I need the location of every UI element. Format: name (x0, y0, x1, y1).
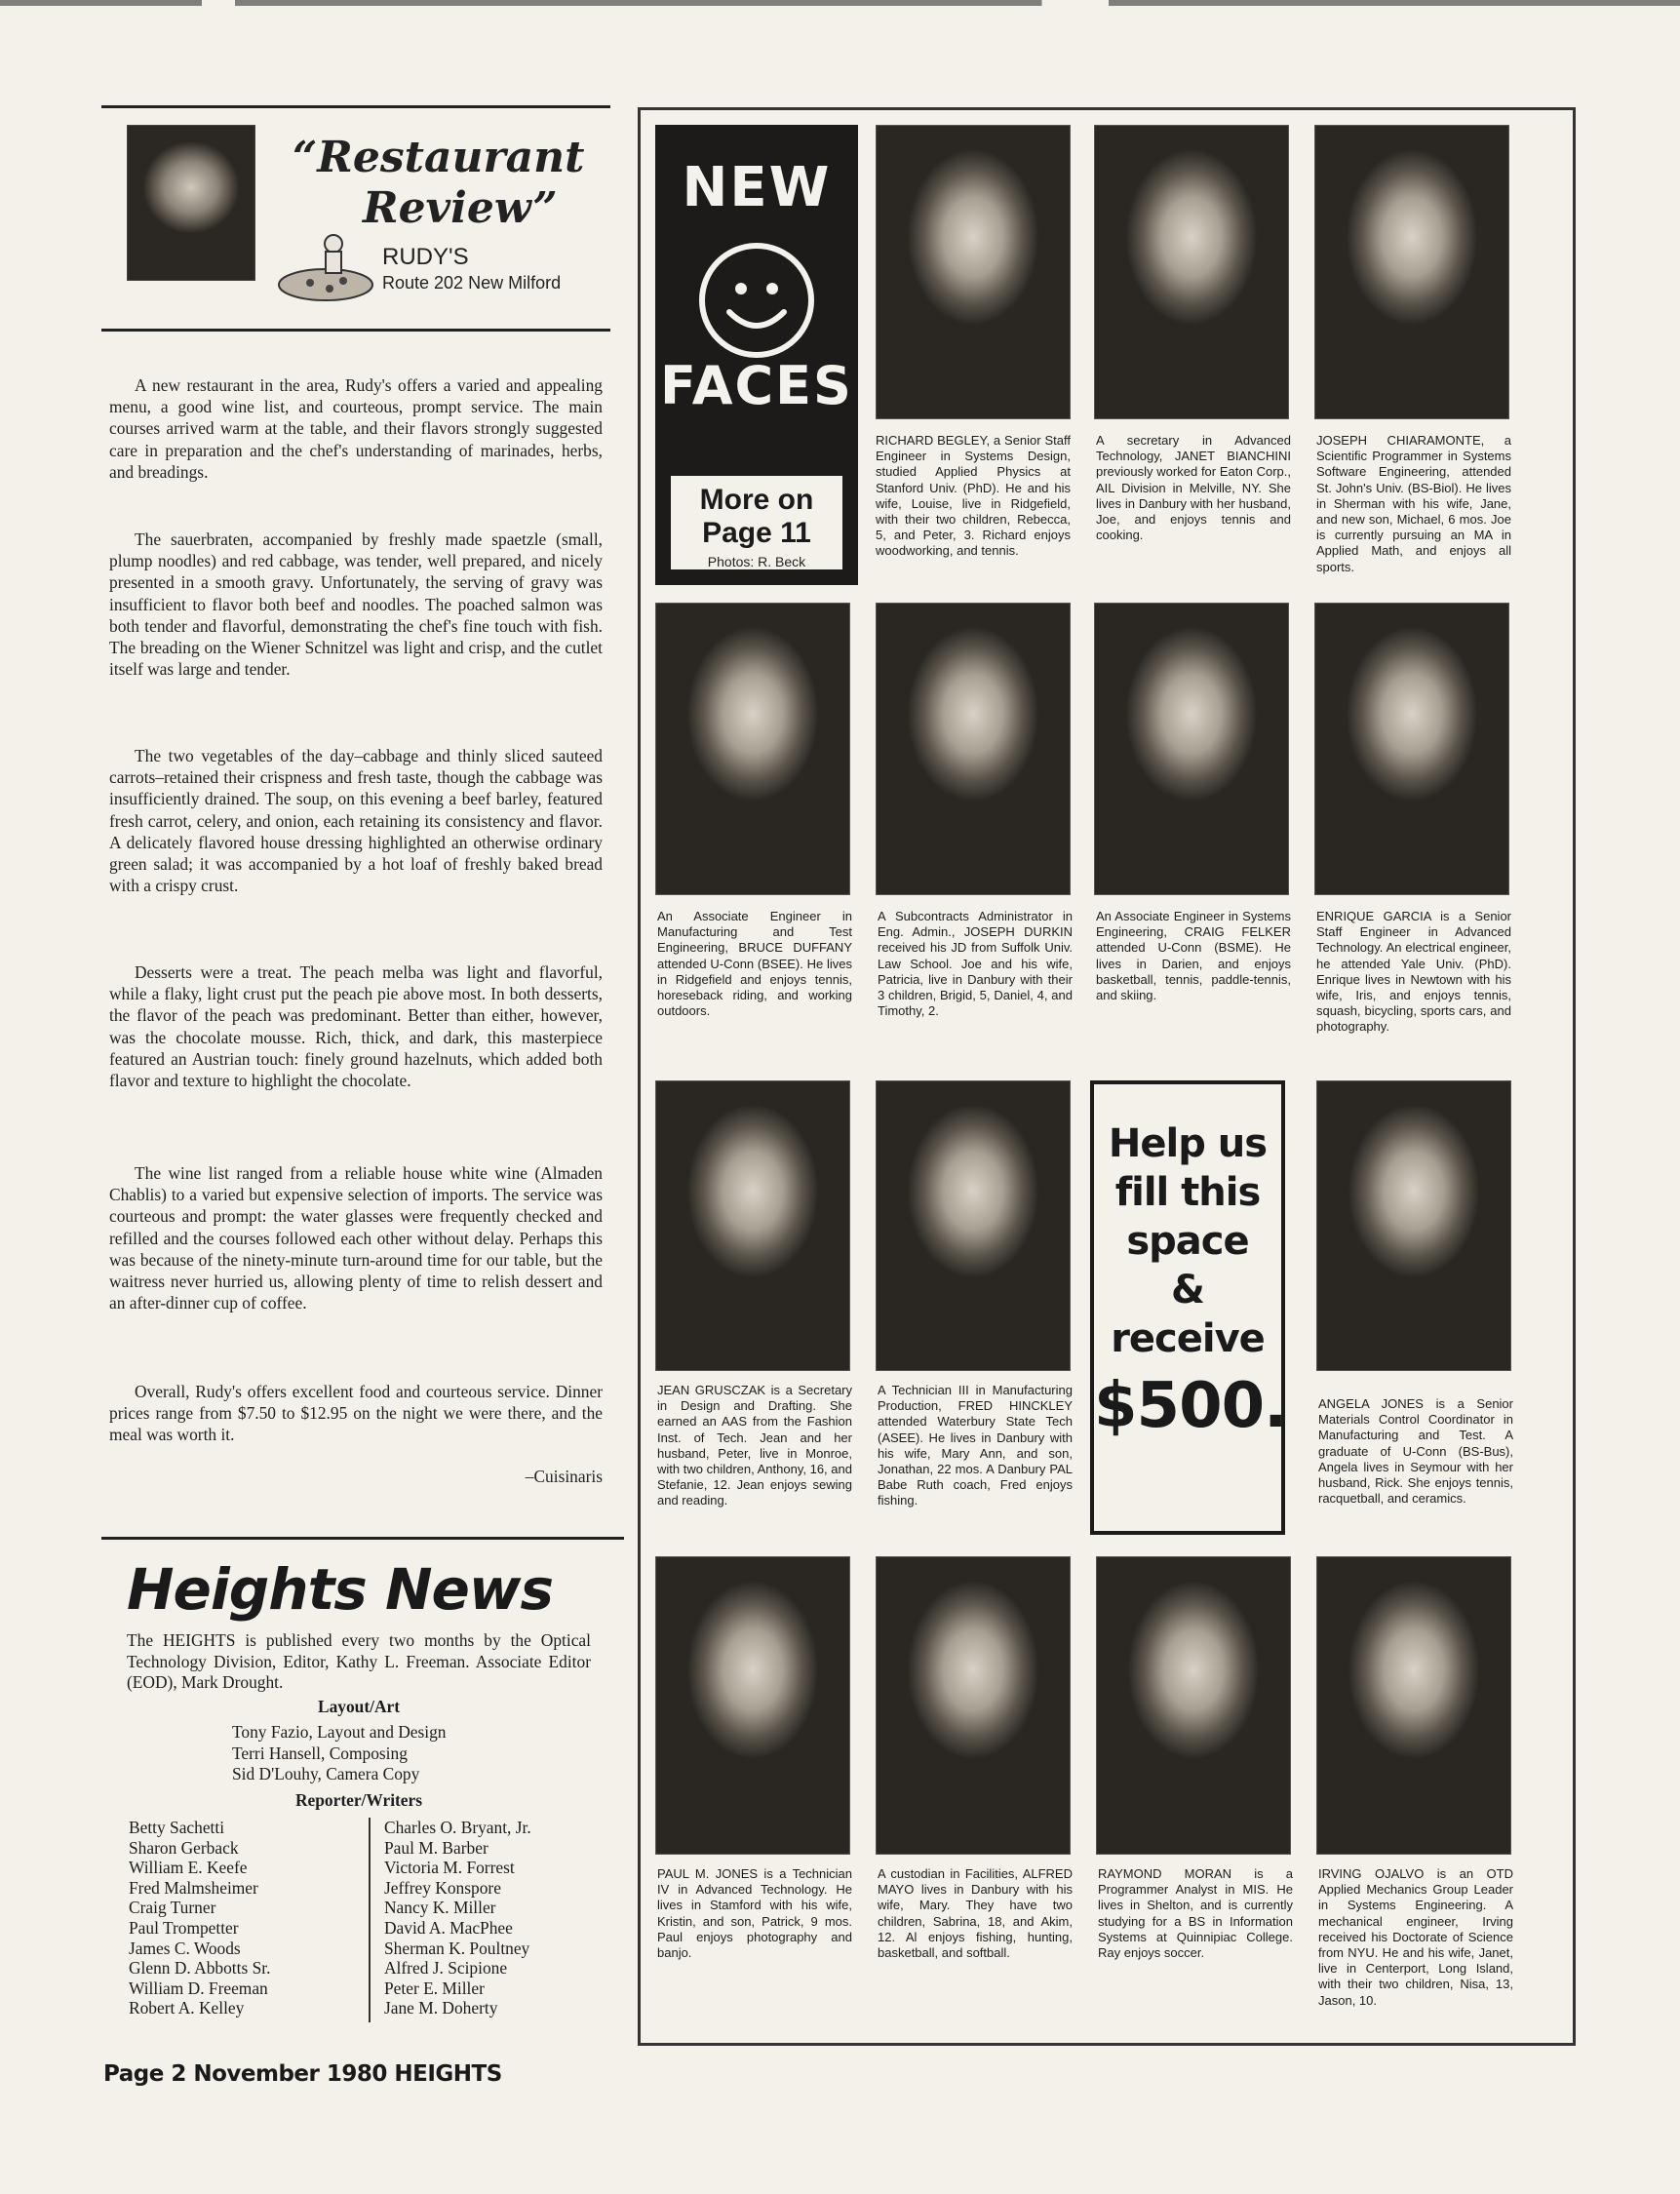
profile-caption: JOSEPH CHIARAMONTE, a Scientific Programmer in Systems Software Engineering, attended St. John's Univ. (BS-Biol). He lives in Sherman with his wife, Jane, and new son, Michael, 6 mos. Joe is currently pursuing an MA in Applied Math, and enjoys all sports. (1316, 433, 1511, 574)
portrait-photo (876, 125, 1071, 419)
profile-caption: IRVING OJALVO is an OTD Applied Mechanics Group Leader in Systems Engineering. A mechanical engineer, Irving received his Doctorate of Science from NYU. He and his wife, Janet, live in Centerport, Long Island, with their two children, Nisa, 13, Jason, 10. (1318, 1866, 1513, 2008)
reporter-name: James C. Woods (129, 1938, 241, 1958)
profile-caption: A custodian in Facilities, ALFRED MAYO lives in Danbury with his wife, Mary. They have two children, Sabrina, 18, and Akim, 12. Al enjoys fishing, hunting, basketball, and softball. (878, 1866, 1073, 1961)
new-faces-subtitle: FACES (660, 355, 853, 416)
credit-line: Terri Hansell, Composing (232, 1743, 408, 1763)
portrait-photo (655, 1556, 850, 1855)
review-paragraph: The sauerbraten, accompanied by freshly made spaetzle (small, plump noodles) and red cabbage, was tender, well prepared, and nicely presented in a smooth gravy. Unfortunately, the serving of gravy was insufficient to flavor both beef and noodles. The poached salmon was both tender and flavorful, demonstrating the chef's fine touch with fish. The breading on the Wiener Schnitzel was light and crisp, and the cutlet itself was large and tender. (109, 529, 603, 680)
photo-credit: Photos: R. Beck (707, 554, 806, 569)
reporter-name: Craig Turner (129, 1898, 216, 1918)
help-line: fill this (1114, 1170, 1261, 1215)
reward-amount: $500. (1094, 1370, 1287, 1442)
chef-pizza-illustration (275, 230, 376, 302)
restaurant-name: RUDY'S (382, 244, 469, 270)
profile-caption: An Associate Engineer in Manufacturing and Test Engineering, BRUCE DUFFANY attended U-Conn (BSEE). He lives in Ridgefield and enjoys tennis, horeseback riding, and working outdoors. (657, 909, 852, 1019)
review-title-line1: “Restaurant (293, 133, 585, 182)
profile-caption: PAUL M. JONES is a Technician IV in Advanced Technology. He lives in Stamford with his wife, Kristin, and son, Patrick, 9 mos. Paul enjoys photography and banjo. (657, 1866, 852, 1961)
reporter-name: Jeffrey Konspore (384, 1877, 501, 1898)
top-edge-rule (0, 0, 1680, 6)
more-on-label: More on (699, 484, 814, 516)
layout-art-heading: Layout/Art (317, 1697, 401, 1716)
portrait-photo (876, 603, 1071, 895)
help-line: & (1171, 1268, 1204, 1312)
reporter-name: Glenn D. Abbotts Sr. (129, 1958, 271, 1979)
profile-caption: RICHARD BEGLEY, a Senior Staff Engineer in Systems Design, studied Applied Physics at Stanford Univ. (PhD). He and his wife, Louise, live in Ridgefield, with their two children, Rebecca, 5, and Peter, 3. Richard enjoys woodworking, and tennis. (876, 433, 1071, 559)
help-fill-space-ad (1090, 1080, 1285, 1535)
reporter-name: Nancy K. Miller (384, 1898, 496, 1918)
profile-caption: RAYMOND MORAN is a Programmer Analyst in MIS. He lives in Shelton, and is currently studying for a BS in Information Systems at Quinnipiac College. Ray enjoys soccer. (1098, 1866, 1293, 1961)
portrait-photo (1096, 1556, 1291, 1855)
portrait-photo (655, 603, 850, 895)
portrait-photo (1314, 603, 1509, 895)
profile-caption: A secretary in Advanced Technology, JANET BIANCHINI previously worked for Eaton Corp., AIL Division in Melville, NY. She lives in Danbury with her husband, Joe, and enjoys tennis and cooking. (1096, 433, 1291, 543)
page-reference: Page 11 (702, 517, 811, 549)
reporter-name: Sherman K. Poultney (384, 1938, 530, 1958)
reporter-name: Sharon Gerback (129, 1837, 239, 1858)
profile-caption: An Associate Engineer in Systems Engineering, CRAIG FELKER attended U-Conn (BSME). He lives in Darien, and enjoys basketball, tennis, paddle-tennis, and skiing. (1096, 909, 1291, 1003)
more-on-page-box (669, 474, 844, 571)
credit-line: Tony Fazio, Layout and Design (232, 1722, 447, 1742)
reporter-name: William E. Keefe (129, 1858, 248, 1878)
reporter-name: William D. Freeman (129, 1978, 268, 1998)
help-line: space (1126, 1219, 1249, 1264)
reporter-name: Paul M. Barber (384, 1837, 488, 1858)
reporter-name: Betty Sachetti (129, 1818, 225, 1837)
reporter-name: Jane M. Doherty (384, 1998, 498, 2018)
layout-credits (232, 1722, 564, 1785)
smiley-face-icon (694, 238, 819, 363)
review-title-line2: Review” (363, 183, 558, 233)
reporters-left-column (129, 1818, 353, 2018)
heights-news-title: Heights News (127, 1556, 553, 1623)
review-paragraph: The two vegetables of the day–cabbage and thinly sliced sauteed carrots–retained their crispness and fresh taste, though the cabbage was insufficiently drained. The soup, on this evening a beef barley, featured fresh carrot, celery, and onion, each retaining its consistency and flavor. A delicately flavored house dressing highlighted an otherwise ordinary green salad; it was accompanied by a hot loaf of freshly baked bread with a crispy crust. (109, 746, 603, 896)
reporters-heading: Reporter/Writers (294, 1790, 423, 1810)
reporter-name: Paul Trompetter (129, 1917, 239, 1938)
portrait-photo (1316, 1556, 1511, 1855)
help-line: Help us (1108, 1121, 1268, 1166)
reporter-name: Charles O. Bryant, Jr. (384, 1818, 531, 1837)
heights-news-intro: The HEIGHTS is published every two months by the Optical Technology Division, Editor, Kathy L. Freeman. Associate Editor (EOD), Mark Drought. (127, 1630, 591, 1693)
portrait-photo (655, 1080, 850, 1371)
reviewer-portrait (127, 125, 255, 281)
profile-caption: ENRIQUE GARCIA is a Senior Staff Engineer in Advanced Technology. An electrical engineer, he attended Yale Univ. (PhD). Enrique lives in Newtown with his wife, Iris, and enjoys tennis, squash, bicycling, sports cars, and photography. (1316, 909, 1511, 1035)
profile-caption: JEAN GRUSCZAK is a Secretary in Design and Drafting. She earned an AAS from the Fashion Inst. of Tech. Jean and her husband, Peter, live in Monroe, with two children, Anthony, 16, and Stefanie, 12. Jean enjoys sewing and reading. (657, 1383, 852, 1508)
restaurant-address: Route 202 New Milford (382, 273, 562, 293)
review-paragraph: The wine list ranged from a reliable house white wine (Almaden Chablis) to a varied but expensive selection of imports. The service was courteous and prompt: the water glasses were frequently checked and refilled and the courses followed each other without delay. Perhaps this was because of the ninety-minute turn-around time for our table, but the waitress never hurried us, allowing plenty of time to relish dessert and an after-dinner cup of coffee. (109, 1163, 603, 1313)
new-faces-title: NEW (682, 156, 832, 219)
portrait-photo (1094, 125, 1289, 419)
reporters-divider (369, 1818, 371, 2022)
profile-caption: A Technician III in Manufacturing Production, FRED HINCKLEY attended Waterbury State Tech (ASEE). He lives in Danbury with his wife, Mary Ann, and son, Jonathan, 22 mos. A Danbury PAL Babe Ruth coach, Fred enjoys fishing. (878, 1383, 1073, 1508)
reporter-name: Fred Malmsheimer (129, 1877, 258, 1898)
portrait-photo (1316, 1080, 1511, 1371)
portrait-photo (1314, 125, 1509, 419)
review-paragraph: Overall, Rudy's offers excellent food and courteous service. Dinner prices range from $7.50 to $12.95 on the night we were there, and the meal was worth it. (109, 1382, 603, 1445)
page-footer: Page 2 November 1980 HEIGHTS (103, 2061, 502, 2087)
review-signoff: –Cuisinaris (525, 1467, 603, 1486)
credit-line: Sid D'Louhy, Camera Copy (232, 1764, 420, 1784)
reporter-name: Robert A. Kelley (129, 1998, 245, 2018)
reporter-name: David A. MacPhee (384, 1917, 513, 1938)
help-line: receive (1111, 1316, 1265, 1361)
profile-caption: ANGELA JONES is a Senior Materials Control Coordinator in Manufacturing and Test. A graduate of U-Conn (BS-Bus), Angela lives in Seymour with her husband, Rick. She enjoys tennis, racquetball, and ceramics. (1318, 1396, 1513, 1507)
profile-caption: A Subcontracts Administrator in Eng. Admin., JOSEPH DURKIN received his JD from Suffolk Univ. Law School. Joe and his wife, Patricia, live in Danbury with their 3 children, Brigid, 5, Daniel, 4, and Timothy, 2. (878, 909, 1073, 1019)
review-paragraph: A new restaurant in the area, Rudy's offers a varied and appealing menu, a good wine list, and courteous, prompt service. The main courses arrived warm at the table, and their flavors strongly suggested care in preparation and the chef's understanding of marinades, herbs, and breadings. (109, 375, 603, 482)
portrait-photo (876, 1080, 1071, 1371)
reporters-right-column (384, 1818, 608, 2018)
portrait-photo (876, 1556, 1071, 1855)
reporter-name: Alfred J. Scipione (384, 1958, 508, 1979)
heights-news-rule (101, 1537, 624, 1540)
portrait-photo (1094, 603, 1289, 895)
reporter-name: Victoria M. Forrest (384, 1858, 515, 1878)
review-paragraph: Desserts were a treat. The peach melba was light and flavorful, while a flaky, light crust put the peach pie above most. In both desserts, the flavor of the peach was predominant. Better than either, however, was the chocolate mousse. Rich, thick, and dark, this masterpiece featured an Austrian touch: finely ground hazelnuts, which added both flavor and texture to highlight the chocolate. (109, 962, 603, 1091)
reporter-name: Peter E. Miller (384, 1978, 485, 1998)
